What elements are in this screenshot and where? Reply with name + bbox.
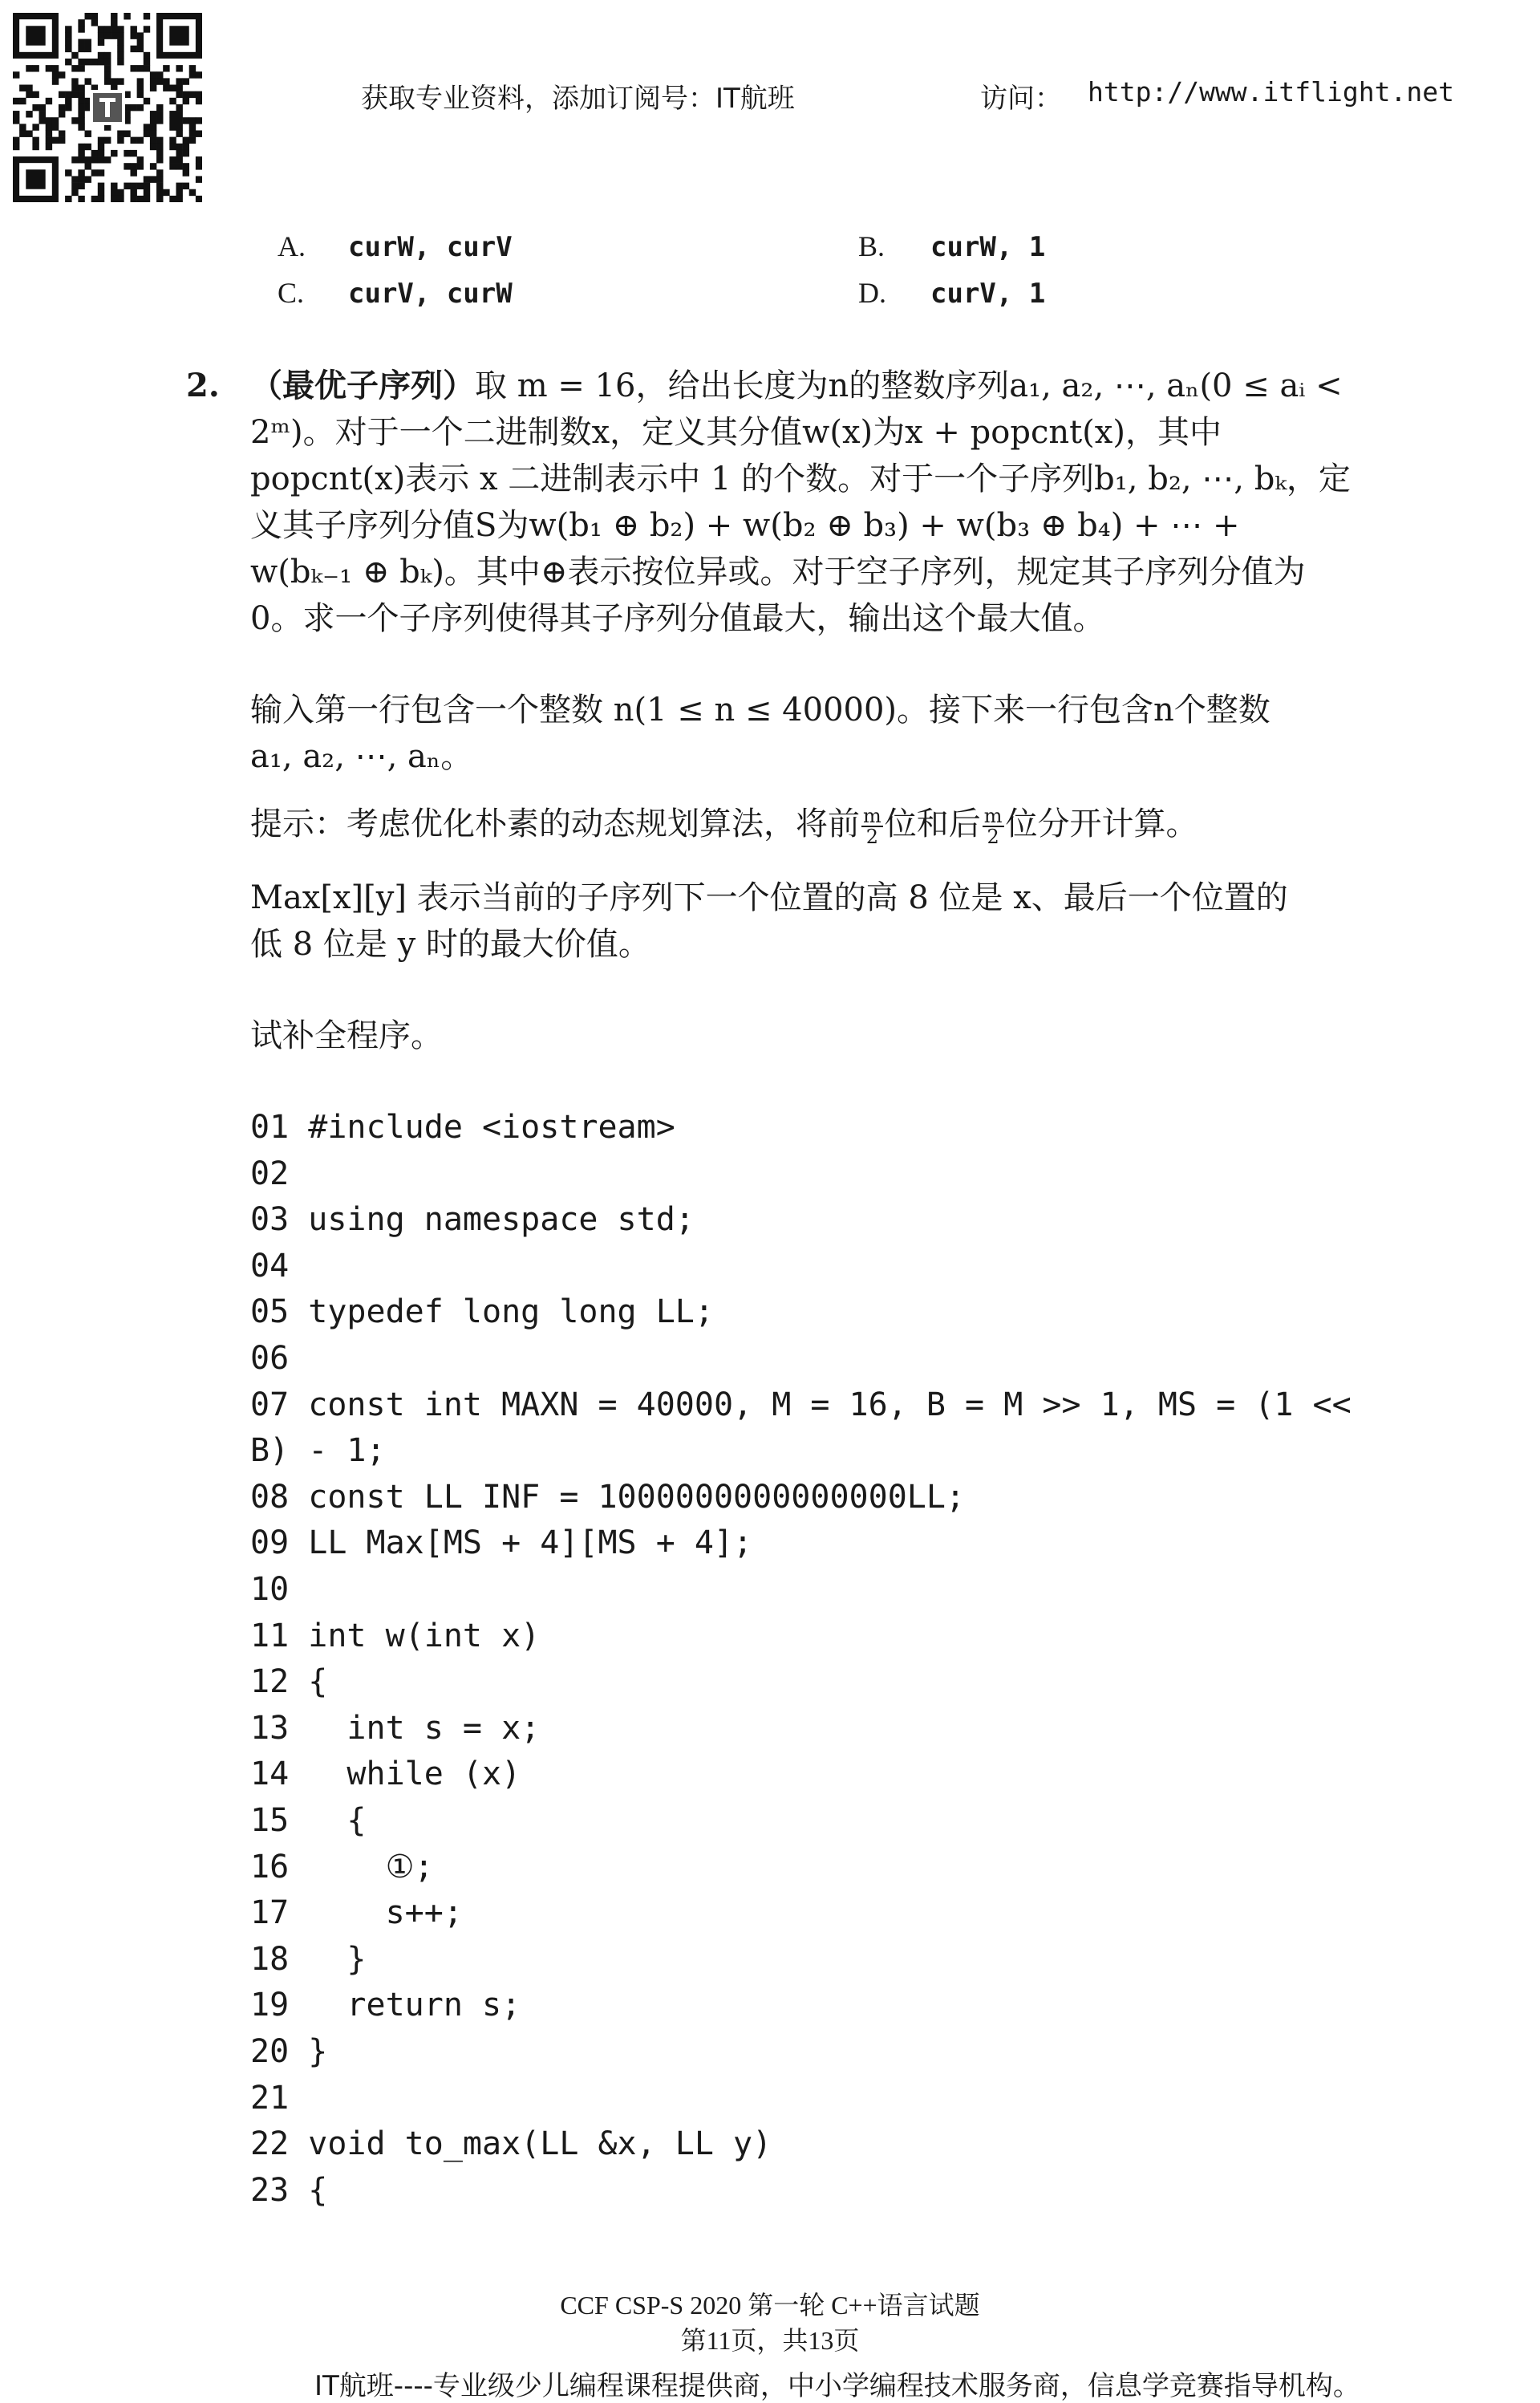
problem-title: （最优子序列） — [250, 367, 475, 404]
frac-den-1: 2 — [865, 826, 879, 848]
code-line: 08 const LL INF = 1000000000000000LL; — [250, 1478, 966, 1516]
hint-line — [250, 801, 1198, 847]
hint-mid: 位和后 — [884, 806, 981, 842]
hint-fraction-1 — [861, 806, 883, 846]
code-line: 03 using namespace std; — [250, 1201, 695, 1239]
header-promo: 获取专业资料，添加订阅号：IT航班 — [361, 83, 795, 115]
code-line: 14 while (x) — [250, 1756, 521, 1793]
complete-program-label: 试补全程序。 — [250, 1017, 443, 1054]
option-b-value: curW, 1 — [930, 231, 1046, 263]
code-line: 09 LL Max[MS + 4][MS + 4]; — [250, 1524, 753, 1562]
code-line: 15 { — [250, 1802, 367, 1839]
frac-den-2: 2 — [987, 826, 999, 848]
header-visit-label: 访问： — [980, 83, 1062, 115]
qr-code-graphic — [13, 13, 202, 202]
code-line: 19 return s; — [250, 1987, 521, 2024]
code-line: 07 const int MAXN = 40000, M = 16, B = M >> 1, MS = (1 << — [250, 1386, 1352, 1423]
footer-exam: CCF CSP-S 2020 第一轮 C++语言试题 — [560, 2291, 980, 2320]
input-line-1: 输入第一行包含一个整数 n(1 ≤ n ≤ 40000)。接下来一行包含n个整数 — [250, 692, 1270, 729]
max-line-1: Max[x][y] 表示当前的子序列下一个位置的高 8 位是 x、最后一个位置的 — [250, 879, 1288, 916]
problem-line-3: popcnt(x)表示 x 二进制表示中 1 的个数。对于一个子序列b₁, b₂, ⋯, bₖ，定 — [250, 461, 1351, 497]
qr-code — [13, 13, 202, 202]
code-line: 22 void to_max(LL &x, LL y) — [250, 2125, 772, 2163]
code-line: 01 #include <iostream> — [250, 1109, 675, 1146]
option-c-value: curV, curW — [348, 278, 513, 310]
header-url[interactable]: http://www.itflight.net — [1088, 76, 1454, 108]
footer-page: 第11页，共13页 — [680, 2326, 860, 2355]
problem-line-6: 0。求一个子序列使得其子序列分值最大，输出这个最大值。 — [250, 600, 1105, 637]
code-line: 16 ①; — [250, 1848, 434, 1885]
problem-line-4: 义其子序列分值S为w(b₁ ⊕ b₂) + w(b₂ ⊕ b₃) + w(b₃ ⊕ b₄) + ⋯ + — [250, 507, 1240, 544]
code-line: 18 } — [250, 1940, 367, 1978]
option-a-value: curW, curV — [348, 231, 513, 263]
option-d-value: curV, 1 — [930, 278, 1046, 310]
code-line: 21 — [250, 2079, 290, 2117]
problem-line-1: 取 m = 16，给出长度为n的整数序列a₁, a₂, ⋯, aₙ(0 ≤ aᵢ < — [475, 367, 1343, 404]
code-line: 13 int s = x; — [250, 1709, 541, 1747]
frac-num-1: m — [863, 805, 881, 827]
problem-line-5: w(bₖ₋₁ ⊕ bₖ)。其中⊕表示按位异或。对于空子序列，规定其子序列分值为 — [250, 554, 1306, 591]
hint-fraction-2 — [983, 806, 1004, 846]
code-line: 20 } — [250, 2033, 328, 2070]
input-line-2: a₁, a₂, ⋯, aₙ。 — [250, 738, 473, 775]
code-line: 06 — [250, 1340, 290, 1377]
code-line: 10 — [250, 1571, 290, 1608]
code-line: 02 — [250, 1155, 290, 1192]
problem-first-line — [250, 363, 1343, 409]
code-line: 05 typedef long long LL; — [250, 1293, 714, 1331]
bottom-banner: IT航班----专业级少儿编程课程提供商，中小学编程技术服务商，信息学竞赛指导机构。 — [314, 2370, 1360, 2402]
code-line: 11 int w(int x) — [250, 1617, 541, 1654]
code-line: 17 s++; — [250, 1894, 463, 1932]
hint-suffix: 位分开计算。 — [1005, 806, 1198, 842]
option-a-letter: A. — [278, 230, 306, 262]
problem-number: 2. — [186, 367, 220, 404]
max-line-2: 低 8 位是 y 时的最大价值。 — [250, 926, 650, 963]
code-line: B) - 1; — [250, 1432, 386, 1470]
code-line: 23 { — [250, 2171, 328, 2209]
frac-num-2: m — [983, 805, 1003, 827]
option-c-letter: C. — [278, 277, 305, 309]
problem-line-2: 2ᵐ)。对于一个二进制数x，定义其分值w(x)为x + popcnt(x)，其中 — [250, 414, 1222, 451]
code-line: 12 { — [250, 1663, 328, 1701]
code-line: 04 — [250, 1247, 290, 1285]
hint-prefix: 提示：考虑优化朴素的动态规划算法，将前 — [250, 806, 860, 842]
option-b-letter: B. — [858, 230, 886, 262]
option-d-letter: D. — [858, 277, 886, 309]
